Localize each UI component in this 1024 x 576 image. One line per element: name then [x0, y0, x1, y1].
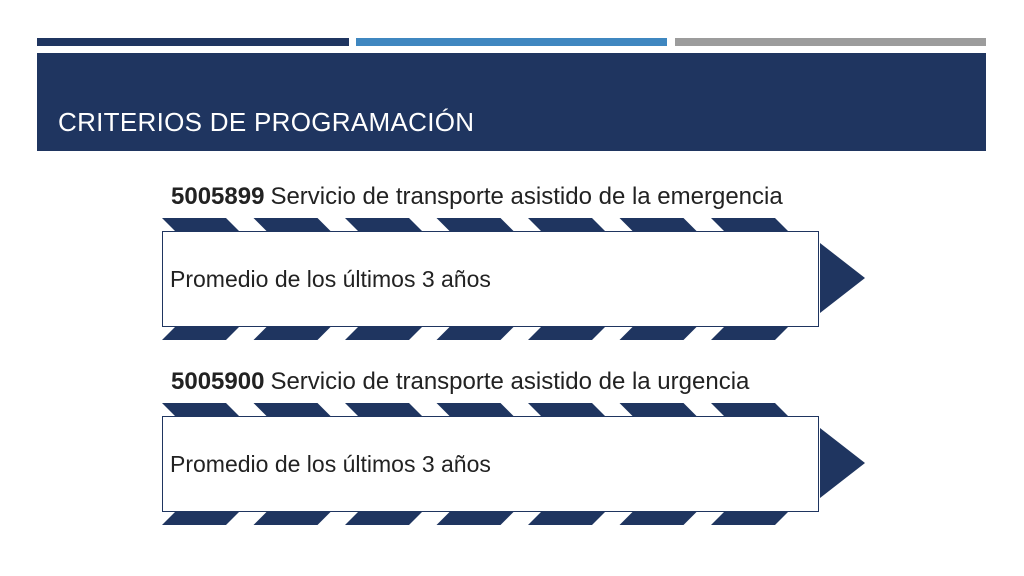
chevron-segment	[711, 403, 789, 417]
item-code: 5005899	[171, 183, 265, 210]
chevron-segment	[711, 326, 789, 340]
chevron-segment	[254, 326, 332, 340]
chevron-segment	[528, 511, 606, 525]
page-title: CRITERIOS DE PROGRAMACIÓN	[58, 107, 475, 137]
title-banner	[37, 53, 986, 151]
chevron-segment	[162, 511, 240, 525]
chevron-segment	[254, 218, 332, 232]
chevron-segment	[437, 403, 515, 417]
chevron-segment	[254, 511, 332, 525]
chevron-segment	[345, 511, 423, 525]
chevron-segment	[620, 511, 698, 525]
criterion-box	[162, 416, 819, 512]
chevron-segment	[620, 326, 698, 340]
item-heading	[171, 368, 749, 396]
chevron-segment	[345, 218, 423, 232]
item-code: 5005900	[171, 368, 265, 395]
accent-bar-gray	[675, 38, 986, 46]
chevron-segment	[162, 218, 240, 232]
chevron-segment	[162, 403, 240, 417]
chevron-segment	[711, 218, 789, 232]
criterion-box	[162, 231, 819, 327]
chevron-segment	[711, 511, 789, 525]
chevron-segment	[345, 403, 423, 417]
arrow-right-icon	[820, 428, 865, 498]
chevron-segment	[620, 218, 698, 232]
chevron-segment	[620, 403, 698, 417]
accent-bar-blue	[356, 38, 667, 46]
criterion-text: Promedio de los últimos 3 años	[170, 266, 491, 292]
item-heading	[171, 183, 783, 211]
chevron-segment	[345, 326, 423, 340]
chevron-strip-bottom	[162, 511, 822, 525]
chevron-segment	[254, 403, 332, 417]
accent-bar-navy	[37, 38, 349, 46]
item-description: Servicio de transporte asistido de la emergencia	[270, 183, 783, 210]
chevron-segment	[437, 326, 515, 340]
chevron-strip-bottom	[162, 326, 822, 340]
item-description: Servicio de transporte asistido de la urgencia	[270, 368, 750, 395]
chevron-strip-top	[162, 218, 822, 232]
chevron-segment	[528, 403, 606, 417]
criterion-text: Promedio de los últimos 3 años	[170, 451, 491, 477]
chevron-segment	[528, 218, 606, 232]
arrow-right-icon	[820, 243, 865, 313]
chevron-segment	[437, 218, 515, 232]
chevron-segment	[437, 511, 515, 525]
chevron-segment	[528, 326, 606, 340]
chevron-strip-top	[162, 403, 822, 417]
chevron-segment	[162, 326, 240, 340]
